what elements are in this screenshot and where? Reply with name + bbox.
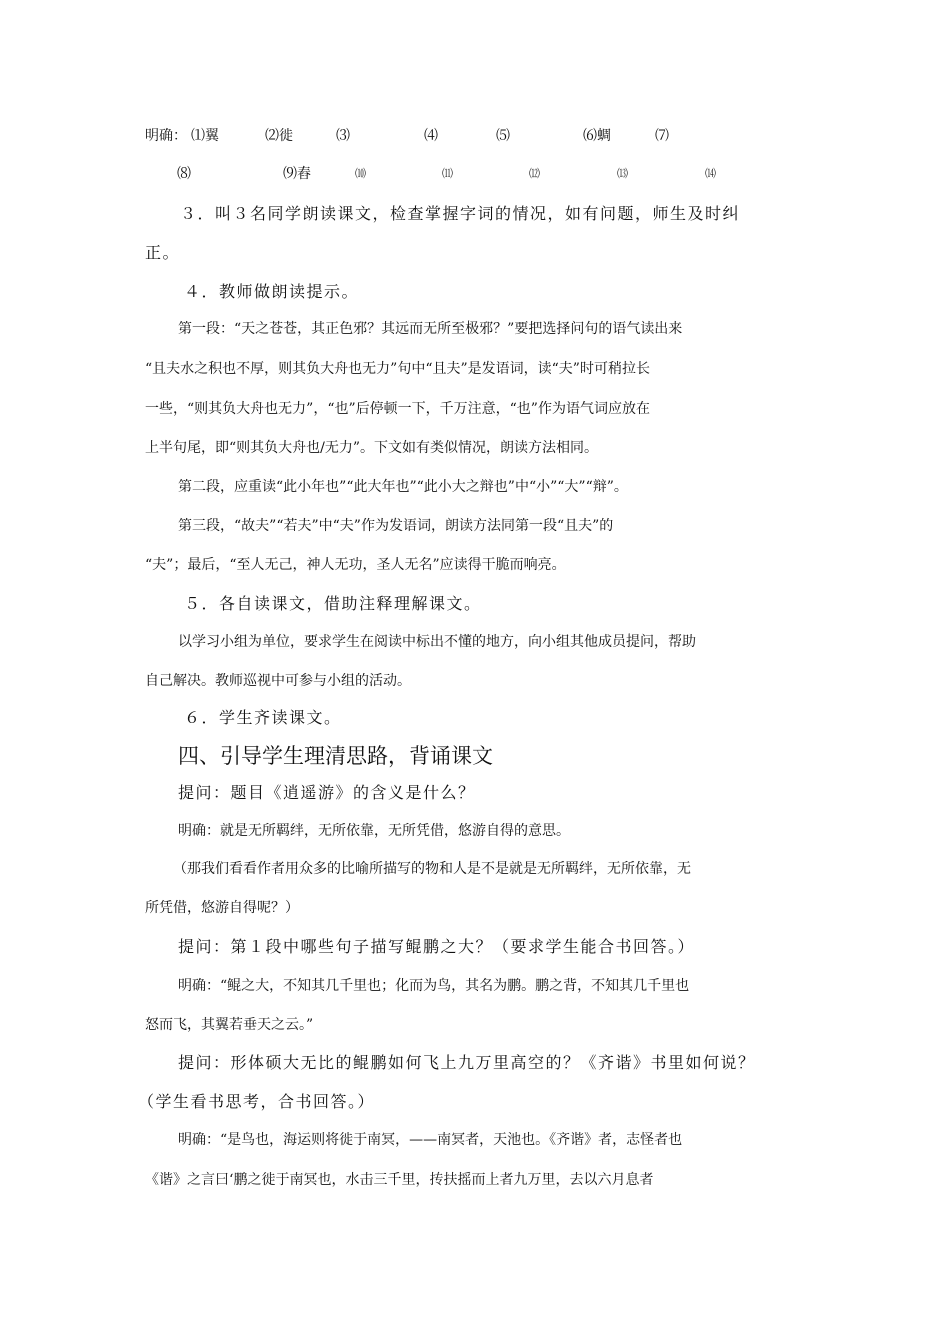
body-line: 以学习小组为单位，要求学生在阅读中标出不懂的地方，向小组其他成员提问，帮助 bbox=[178, 634, 696, 650]
answer-item: ⒀ bbox=[617, 167, 628, 180]
body-line: 第一段：“天之苍苍，其正色邪？其远而无所至极邪？”要把选择问句的语气读出来 bbox=[178, 321, 683, 337]
body-line: 所凭借，悠游自得呢？） bbox=[145, 900, 299, 916]
body-line: 上半句尾，即“则其负大舟也/无力”。下文如有类似情况，朗读方法相同。 bbox=[145, 440, 599, 456]
body-line: 第三段，“故夫”“若夫”中“夫”作为发语词，朗读方法同第一段“且夫”的 bbox=[178, 518, 614, 534]
body-line: 正。 bbox=[145, 243, 181, 262]
body-line: （学生看书思考，合书回答。） bbox=[138, 1092, 376, 1111]
answer-item: ⑵徙 bbox=[265, 128, 293, 144]
body-line: 明确：“是鸟也，海运则将徙于南冥，——南冥者，天池也。《齐谐》者，志怪者也 bbox=[178, 1132, 683, 1148]
answer-item: ⑾ bbox=[442, 167, 453, 180]
body-line: 《谐》之言曰‘鹏之徙于南冥也，水击三千里，抟扶摇而上者九万里，去以六月息者 bbox=[145, 1172, 654, 1188]
body-line: 明确：“鲲之大，不知其几千里也；化而为鸟，其名为鹏。鹏之背，不知其几千里也 bbox=[178, 978, 690, 994]
answer-item: ⑷ bbox=[424, 128, 438, 144]
body-line: 自己解决。教师巡视中可参与小组的活动。 bbox=[145, 673, 411, 689]
answer-label: 明确： bbox=[145, 128, 187, 144]
body-line: （那我们看看作者用众多的比喻所描写的物和人是不是就是无所羁绊，无所依靠，无 bbox=[173, 861, 691, 877]
body-line: 提问：题目《逍遥游》的含义是什么？ bbox=[178, 783, 476, 802]
answer-item: ⑴翼 bbox=[191, 128, 219, 144]
body-line: 提问：第１段中哪些句子描写鲲鹏之大？（要求学生能合书回答。） bbox=[178, 937, 696, 956]
answer-item: ⑶ bbox=[336, 128, 350, 144]
section-heading: 四、引导学生理清思路，背诵课文 bbox=[178, 744, 493, 768]
answer-item: ⑼舂 bbox=[283, 166, 311, 182]
answer-item: ⑹蜩 bbox=[583, 128, 611, 144]
body-line: ３．叫３名同学朗读课文，检查掌握字词的情况，如有问题，师生及时纠 bbox=[180, 204, 741, 223]
body-line: 怒而飞，其翼若垂天之云。” bbox=[145, 1017, 314, 1033]
body-line: 一些，“则其负大舟也无力”，“也”后停顿一下，千万注意，“也”作为语气词应放在 bbox=[145, 401, 650, 417]
body-line: 提问：形体硕大无比的鲲鹏如何飞上九万里高空的？《齐谐》书里如何说？ bbox=[178, 1053, 756, 1072]
body-line: ４．教师做朗读提示。 bbox=[184, 282, 360, 301]
answer-item: ⑻ bbox=[177, 166, 191, 182]
answer-item: ⑸ bbox=[496, 128, 510, 144]
body-line: “夫”；最后，“至人无己，神人无功，圣人无名”应读得干脆而响亮。 bbox=[145, 557, 566, 573]
answer-item: ⒁ bbox=[705, 167, 716, 180]
body-line: “且夫水之积也不厚，则其负大舟也无力”句中“且夫”是发语词，读“夫”时可稍拉长 bbox=[145, 361, 650, 377]
body-line: ５．各自读课文，借助注释理解课文。 bbox=[184, 594, 482, 613]
answer-item: ⑽ bbox=[355, 167, 366, 180]
answer-item: ⑺ bbox=[655, 128, 669, 144]
answer-item: ⑿ bbox=[529, 167, 540, 180]
body-line: 明确：就是无所羁绊，无所依靠，无所凭借，悠游自得的意思。 bbox=[178, 823, 570, 839]
body-line: ６．学生齐读课文。 bbox=[184, 708, 342, 727]
body-line: 第二段，应重读“此小年也”“此大年也”“此小大之辩也”中“小”“大”“辩”。 bbox=[178, 479, 628, 495]
